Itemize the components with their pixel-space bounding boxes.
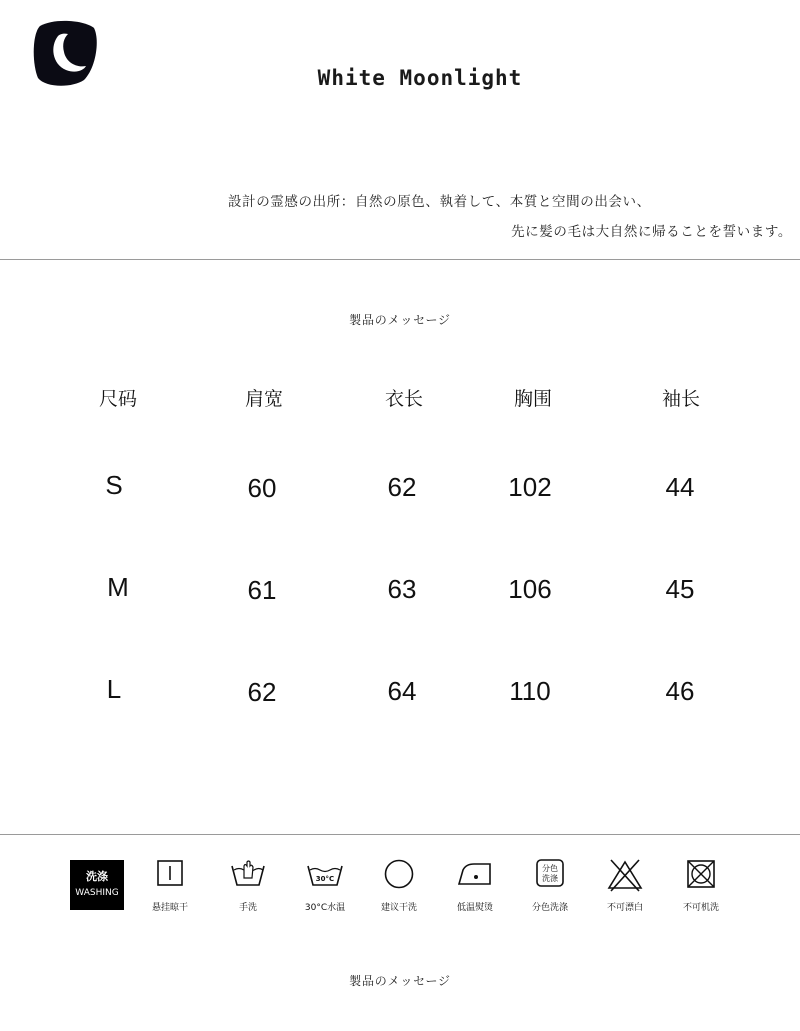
care-label: 不可漂白 [606,903,643,913]
hand-wash-icon [230,858,266,888]
washing-label-box [70,860,124,910]
care-label: 手洗 [238,903,257,913]
table-cell: 45 [665,574,695,604]
care-label: 悬挂晾干 [151,903,188,913]
care-label: 建议干洗 [380,903,417,913]
table-cell: L [106,674,122,704]
table-header-chest: 胸围 [513,388,552,410]
table-cell: M [107,572,129,602]
table-cell: 64 [387,676,417,706]
care-no-bleach [585,858,665,918]
care-wash-separately [510,858,590,918]
care-hang-dry [130,858,210,918]
wash-30-text: 30°C [315,875,335,883]
table-cell: 63 [387,574,417,604]
care-label: 不可机洗 [682,903,719,913]
table-cell: 62 [247,677,277,707]
separate-text-2: 洗涤 [542,874,558,883]
care-wash-30 [285,858,365,918]
tagline-line-1: 設計の霊感の出所：自然の原色、執着して、本質と空間の出会い、 [228,194,651,210]
wash-separately-icon [535,858,565,888]
table-header-size: 尺码 [98,388,137,410]
divider-bottom [0,834,800,835]
section-title: 製品のメッセージ [349,313,451,327]
divider-top [0,259,800,260]
dry-clean-icon [383,858,415,890]
table-cell: 60 [247,473,277,503]
care-hand-wash [208,858,288,918]
low-iron-icon [456,858,494,888]
table-header-sleeve: 袖长 [661,388,700,410]
separate-text-1: 分色 [542,864,558,873]
footer-title: 製品のメッセージ [349,974,451,988]
no-bleach-icon [606,858,644,892]
care-label: 低温熨烫 [456,903,493,913]
care-no-machine-wash [661,858,741,918]
table-cell: 102 [508,472,552,502]
table-cell: 44 [665,472,695,502]
table-cell: S [105,470,123,500]
table-cell: 46 [665,676,695,706]
table-header-length: 衣长 [384,388,423,410]
brand-title: White Moonlight [317,66,523,90]
table-cell: 61 [247,575,277,605]
washing-en: WASHING [75,888,119,898]
table-header-shoulder: 肩宽 [244,388,283,410]
tagline-line-2: 先に髪の毛は大自然に帰ることを誓います。 [511,224,792,240]
table-cell: 62 [387,472,417,502]
care-dry-clean [359,858,439,918]
no-machine-wash-icon [685,858,717,890]
hang-dry-icon [155,858,185,888]
care-label: 30°C水温 [304,903,346,913]
table-cell: 110 [509,676,551,706]
wash-30-icon [306,858,344,888]
care-label: 分色洗涤 [531,903,568,913]
table-cell: 106 [508,574,552,604]
washing-cn: 洗涤 [86,870,108,883]
care-low-iron [435,858,515,918]
